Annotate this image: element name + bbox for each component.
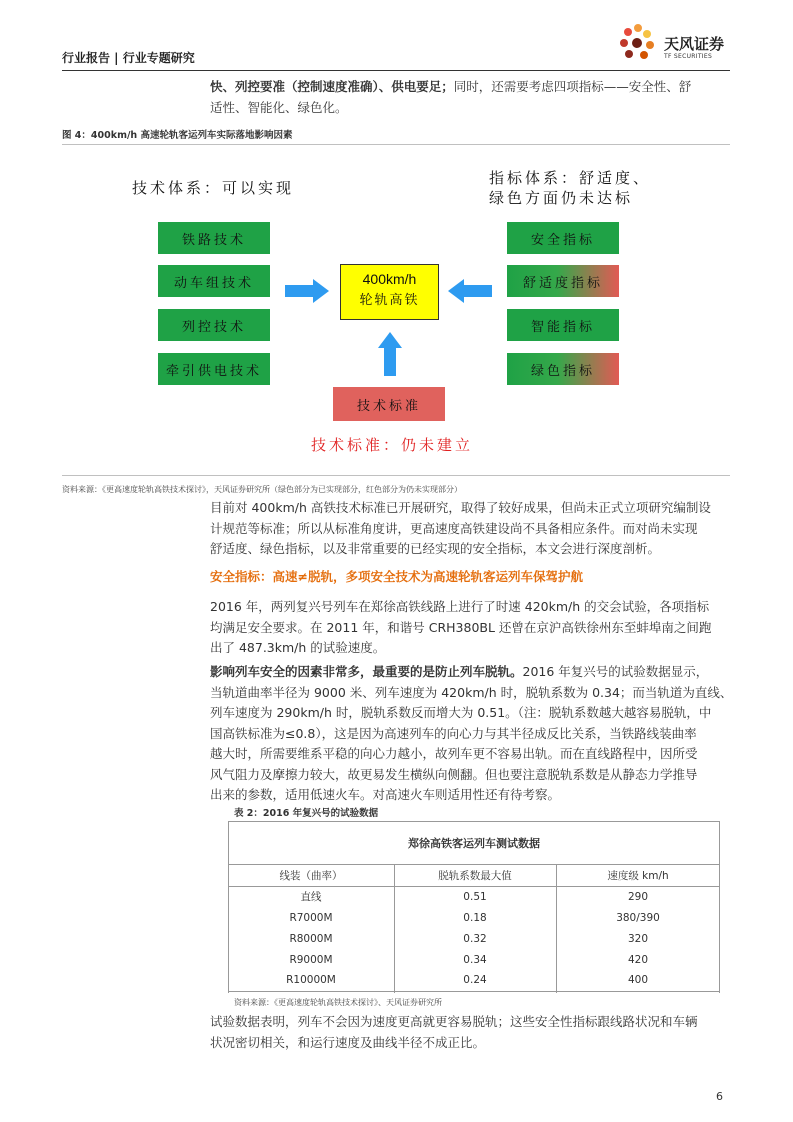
intro-rest: 同时，还需要考虑四项指标——安全性、舒	[453, 79, 692, 94]
tech-standard-caption: 技术标准：仍未建立	[311, 436, 474, 454]
intro-bold: 快、列控要准（控制速度准确）、供电要足；	[210, 79, 454, 94]
table-source: 资料来源：《更高速度轮轨高铁技术探讨》、天风证券研究所	[234, 998, 442, 1007]
figure-source: 资料来源：《更高速度轮轨高铁技术探讨》，天风证券研究所（绿色部分为已实现部分，红色部分为仍未实现部分）	[62, 485, 462, 494]
p2-line: 2016 年，两列复兴号列车在郑徐高铁线路上进行了时速 420km/h 的交会试验，各项指标	[210, 599, 710, 614]
tech-standard-box: 技术标准	[333, 387, 445, 421]
p3-line: 列车速度为 290km/h 时，脱轨系数反而增大为 0.51。（注：脱轨系数越大越容易脱轨，中	[210, 705, 712, 720]
table-cell: 400	[627, 974, 649, 987]
paragraph-tests	[210, 597, 735, 659]
table-cell: 0.24	[463, 974, 487, 987]
left-arrow-icon	[446, 278, 494, 304]
p3-line: 出来的参数，适用低速火车。对高速火车则适用性还有待考察。	[210, 787, 561, 802]
index-box-comfort: 舒适度指标	[507, 265, 619, 297]
index-box-green: 绿色指标	[507, 353, 619, 385]
left-heading: 技术体系：可以实现	[132, 179, 295, 197]
report-category: 行业报告 | 行业专题研究	[62, 51, 195, 65]
p4-line: 试验数据表明，列车不会因为速度更高就更容易脱轨；这些安全性指标跟线路状况和车辆	[210, 1014, 698, 1029]
right-heading-line-2: 绿色方面仍未达标	[489, 189, 634, 207]
index-box-safety: 安全指标	[507, 222, 619, 254]
p1-line: 舒适度、绿色指标，以及非常重要的已经实现的安全指标，本文会进行深度剖析。	[210, 541, 661, 556]
header-divider	[62, 70, 730, 71]
p2-line: 均满足安全要求。在 2011 年，和谐号 CRH380BL 还曾在京沪高铁徐州东至蚌埠南之间跑	[210, 619, 712, 635]
figure-title: 图 4：400km/h 高速轮轨客运列车实际落地影响因素	[62, 130, 293, 141]
paragraph-conclusion	[210, 1012, 735, 1053]
p2-line: 出了 487.3km/h 的试验速度。	[210, 640, 386, 655]
table-cell: 420	[627, 953, 649, 966]
tech-box-traction-power: 牵引供电技术	[158, 353, 270, 385]
right-arrow-icon	[283, 278, 331, 304]
table-row	[228, 970, 720, 991]
index-box-smart: 智能指标	[507, 309, 619, 341]
table-cell: R8000M	[289, 932, 333, 945]
p3-bold: 影响列车安全的因素非常多，最重要的是防止列车脱轨。	[210, 664, 523, 679]
p3-line: 当轨道曲率半径为 9000 米、列车速度为 420km/h 时，脱轨系数为 0.34；而当轨道为直线、	[210, 684, 733, 700]
logo-name: 天风证券	[664, 35, 725, 53]
section-heading-safety: 安全指标：高速≠脱轨，多项安全技术为高速轮轨客运列车保驾护航	[210, 569, 583, 584]
tech-box-train-control: 列控技术	[158, 309, 270, 341]
p3-line: 风气阻力及摩擦力较大，故更易发生横纵向侧翻。但也要注意脱轨系数是从静态力学推导	[210, 766, 698, 782]
center-target-box	[340, 264, 439, 320]
tech-box-railway: 铁路技术	[158, 222, 270, 254]
table-cell: R10000M	[286, 974, 336, 987]
figure-title-divider	[62, 144, 730, 145]
logo-subtitle: TF SECURITIES	[664, 53, 713, 60]
p3-line: 越大时，所需要维系平稳的向心力越小，故列车更不容易出轨。而在直线路程中，因所受	[210, 746, 698, 761]
table-cell: R7000M	[289, 911, 333, 924]
table-row	[228, 907, 720, 928]
center-speed: 400km/h	[362, 271, 417, 287]
tech-box-emu: 动车组技术	[158, 265, 270, 297]
table-row	[228, 949, 720, 970]
table-row	[228, 886, 720, 907]
brand-logo	[614, 22, 734, 66]
p1-line: 目前对 400km/h 高铁技术标准已开展研究，取得了较好成果，但尚未正式立项研究编制设	[210, 500, 711, 515]
table-cell: 直线	[300, 891, 322, 904]
table-cell: 0.34	[463, 953, 487, 966]
intro-paragraph	[210, 77, 730, 118]
page-number: 6	[716, 1090, 723, 1103]
table-title: 表 2：2016 年复兴号的试验数据	[234, 808, 379, 819]
table-header-cell: 线装（曲率）	[279, 869, 343, 882]
table-header-cell: 脱轨系数最大值	[438, 869, 512, 882]
table-cell: 380/390	[616, 911, 660, 924]
p4-line: 状况密切相关，和运行速度及曲线半径不成正比。	[210, 1034, 486, 1050]
table-cell: 0.32	[463, 932, 487, 945]
figure-source-divider	[62, 475, 730, 476]
paragraph-derailment	[210, 662, 735, 806]
table-cell: 0.18	[463, 911, 487, 924]
table-row	[228, 928, 720, 949]
p1-line: 计规范等标准；所以从标准角度讲，更高速度高铁建设尚不具备相应条件。而对尚未实现	[210, 520, 698, 536]
p3-first-rest: 2016 年复兴号的试验数据显示，	[522, 664, 709, 679]
logo-flower-icon	[614, 22, 660, 66]
center-label: 轮轨高铁	[359, 293, 420, 308]
p3-line: 国高铁标准为≤0.8），这是因为高速列车的向心力与其半径成反比关系，当铁路线装曲率	[210, 725, 697, 741]
right-heading-line-1: 指标体系：舒适度、	[489, 169, 652, 187]
table-caption: 郑徐高铁客运列车测试数据	[408, 836, 540, 850]
intro-line-2: 适性、智能化、绿色化。	[210, 99, 348, 115]
table-cell: 320	[627, 932, 649, 945]
paragraph-standards	[210, 498, 735, 560]
table-cell: R9000M	[289, 953, 333, 966]
table-cell: 290	[627, 890, 649, 903]
up-arrow-icon	[377, 330, 403, 378]
table-cell: 0.51	[463, 890, 487, 903]
table-header-cell: 速度级 km/h	[607, 869, 669, 882]
data-table	[228, 822, 720, 992]
